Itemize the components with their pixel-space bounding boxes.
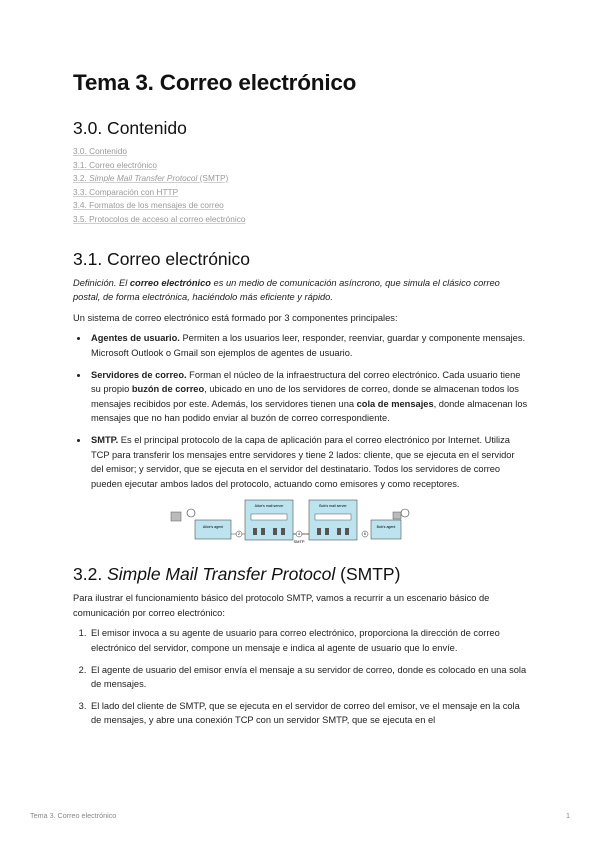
bob-agent-box: [371, 520, 401, 539]
toc-link-3-1[interactable]: 3.1. Correo electrónico: [73, 159, 157, 170]
step-6: 6: [364, 532, 366, 537]
list-item: 2. El agente de usuario del emisor envía el mensaje a su servidor de correo, donde es colocado en una sola de mensajes.: [89, 663, 528, 692]
footer-title: Tema 3. Correo electrónico: [30, 811, 117, 820]
section-1-heading: 3.1. Correo electrónico: [73, 248, 251, 269]
smtp-diagram: [169, 498, 411, 546]
toc-link-3-0[interactable]: 3.0. Contenido: [73, 146, 127, 156]
alice-agent-box: [195, 520, 231, 539]
bob-agent-label: Bob's agent: [376, 525, 396, 530]
section-2-heading: 3.2. Simple Mail Transfer Protocol (SMTP): [73, 564, 401, 585]
table-of-contents: [73, 145, 528, 227]
steps-list: [73, 626, 528, 728]
toc-link-3-4[interactable]: 3.4. Formatos de los mensajes de correo: [73, 200, 224, 211]
step-4: 4: [298, 532, 300, 537]
bob-server-label: Bob's mail server: [319, 504, 347, 509]
components-list: [73, 331, 528, 491]
step-2: 2: [238, 532, 240, 537]
alice-agent-label: Alice's agent: [202, 525, 224, 530]
section-2-intro: Para ilustrar el funcionamiento básico del protocolo SMTP, vamos a recurrir a un escenario básico de comunicación por correo electrónico:: [73, 593, 490, 618]
bob-user-icon: [393, 509, 409, 519]
smtp-label: SMTP: [293, 539, 305, 545]
page-number: 1: [566, 811, 570, 820]
list-item: 3. El lado del cliente de SMTP, que se ejecuta en el servidor de correo del emisor, ve el mensaje en la cola de mensajes, y abre una conexión TCP con un servidor SMTP, que se ejecuta en el: [89, 699, 528, 728]
list-item: • Servidores de correo. Forman el núcleo de la infraestructura del correo electrónico. Cada usuario tiene su propio buzón de correo, ubicado en uno de los servidores de correo, donde se almacenan todos los mensajes recibidos por este. Además, los servidores tienen una cola de mensajes, donde almacenan los mensajes que no han podido enviar al buzón de correo correspondiente.: [89, 368, 528, 426]
components-intro: Un sistema de correo electrónico está formado por 3 componentes principales:: [73, 312, 398, 323]
list-item: 1. El emisor invoca a su agente de usuario para correo electrónico, proporciona la dirección de correo electrónico del servidor, compone un mensaje e indica al agente de usuario que lo envíe.: [89, 626, 528, 655]
alice-user-icon: [171, 509, 195, 521]
toc-link-3-3[interactable]: 3.3. Comparación con HTTP: [73, 186, 179, 197]
toc-link-3-2[interactable]: 3.2. Simple Mail Transfer Protocol (SMTP): [73, 173, 229, 184]
alice-server-label: Alice's mail server: [254, 504, 284, 509]
toc-link-3-5[interactable]: 3.5. Protocolos de acceso al correo electrónico: [73, 213, 246, 224]
definition-paragraph: Definición. El correo electrónico es un medio de comunicación asíncrono, que simula el clásico correo postal, de forma electrónica, haciéndolo más eficiente y rápido.: [73, 277, 500, 303]
contents-heading: 3.0. Contenido: [73, 118, 187, 138]
page-content: [73, 70, 528, 735]
page-title: Tema 3. Correo electrónico: [73, 70, 357, 95]
list-item: • SMTP. Es el principal protocolo de la capa de aplicación para el correo electrónico por Internet. Utiliza TCP para transferir los mensajes entre servidores y tiene 2 lados: cliente, que se ejecuta en el servidor del emisor; y servidor, que se ejecuta en el servidor del destinatario. Todos los servidores de correo pueden ejecutar ambos lados del protocolo, actuando como emisores y como receptores.: [89, 433, 528, 491]
list-item: • Agentes de usuario. Permiten a los usuarios leer, responder, reenviar, guardar y componente mensajes. Microsoft Outlook o Gmail son ejemplos de agentes de usuario.: [89, 331, 528, 360]
